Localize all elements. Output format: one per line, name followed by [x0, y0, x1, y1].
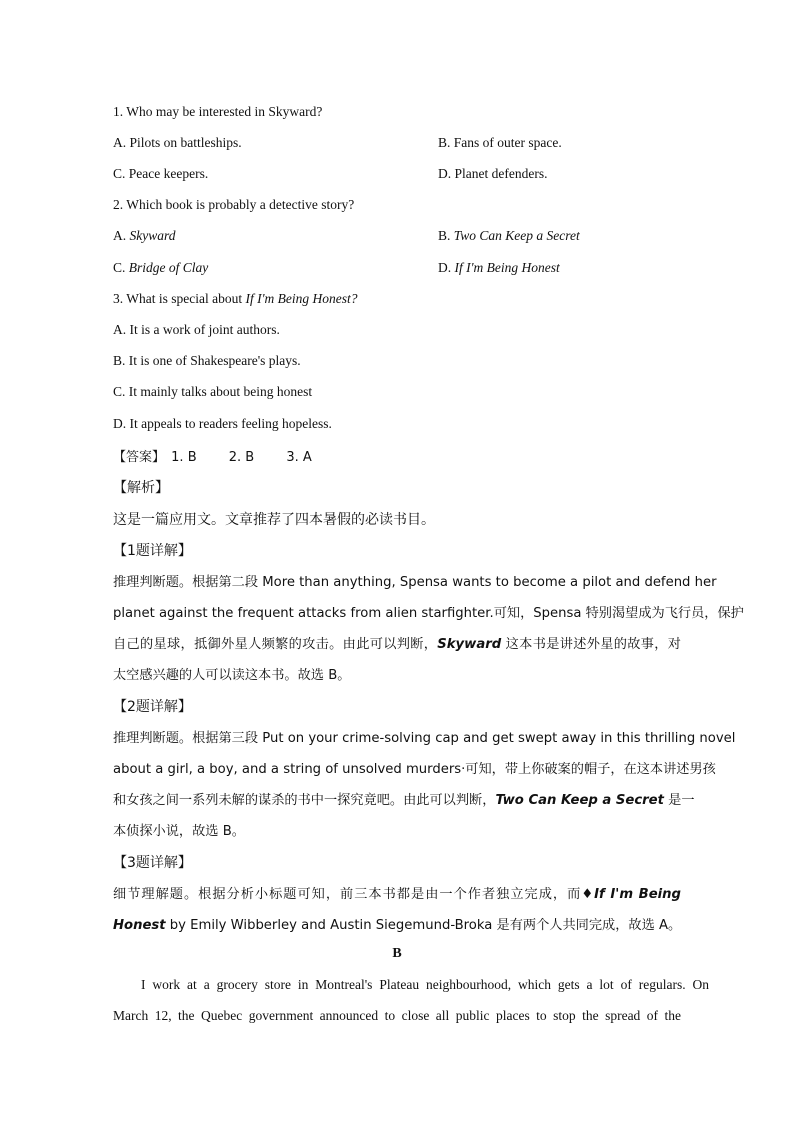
detail-3-label: 【3题详解】 — [113, 855, 192, 871]
section-b-title: B — [392, 946, 402, 961]
detail-2-line-1: 推理判断题。根据第三段 Put on your crime-solving cap and get swept away in this thrilling novel — [113, 731, 736, 746]
section-b-line-2: March 12, the Quebec government announced to close all public places to stop the spread of the — [113, 1008, 681, 1023]
detail-1-label: 【1题详解】 — [113, 543, 192, 559]
detail-2-label: 【2题详解】 — [113, 699, 192, 715]
detail-2-line-2: about a girl, a boy, and a string of unsolved murders·可知，带上你破案的帽子，在这本讲述男孩 — [113, 762, 716, 777]
analysis-label: 【解析】 — [113, 480, 169, 496]
q2-option-b: B. Two Can Keep a Secret — [438, 228, 580, 243]
detail-1-line-2: planet against the frequent attacks from alien starfighter.可知，Spensa 特别渴望成为飞行员，保护 — [113, 606, 744, 621]
q3-option-c: C. It mainly talks about being honest — [113, 384, 313, 399]
q3-option-a: A. It is a work of joint authors. — [113, 322, 280, 337]
detail-1-line-1: 推理判断题。根据第二段 More than anything, Spensa wants to become a pilot and defend her — [113, 575, 717, 590]
detail-3-line-2: Honest by Emily Wibberley and Austin Siegemund-Broka 是有两个人共同完成，故选 A。 — [113, 918, 682, 933]
answer-3: 3. A — [286, 450, 312, 465]
q3-stem: 3. What is special about If I'm Being Honest? — [113, 291, 358, 306]
q1-option-a: A. Pilots on battleships. — [113, 135, 242, 150]
q1-option-c: C. Peace keepers. — [113, 166, 209, 181]
q2-option-a: A. Skyward — [113, 228, 176, 243]
q3-option-b: B. It is one of Shakespeare's plays. — [113, 353, 301, 368]
q2-option-d: D. If I'm Being Honest — [438, 260, 560, 275]
detail-1-line-3: 自己的星球，抵御外星人频繁的攻击。由此可以判断，Skyward 这本书是讲述外星的故事，对 — [113, 637, 681, 652]
q1-option-d: D. Planet defenders. — [438, 166, 548, 181]
q2-stem: 2. Which book is probably a detective story? — [113, 197, 355, 212]
analysis-summary: 这是一篇应用文。文章推荐了四本暑假的必读书目。 — [113, 512, 435, 528]
q1-option-b: B. Fans of outer space. — [438, 135, 562, 150]
answer-1: 1. B — [171, 450, 197, 465]
answer-label: 【答案】 — [113, 450, 166, 465]
q3-option-d: D. It appeals to readers feeling hopeless. — [113, 416, 332, 431]
q1-stem: 1. Who may be interested in Skyward? — [113, 104, 323, 119]
answer-row — [113, 446, 340, 465]
detail-3-line-1: 细节理解题。根据分析小标题可知，前三本书都是由一个作者独立完成，而♦If I'm Being — [113, 887, 682, 902]
section-b-line-1: I work at a grocery store in Montreal's Plateau neighbourhood, which gets a lot of regulars. On — [141, 977, 709, 992]
detail-1-line-4: 太空感兴趣的人可以读这本书。故选 B。 — [113, 668, 351, 683]
detail-2-line-4: 本侦探小说，故选 B。 — [113, 824, 245, 839]
detail-2-line-3: 和女孩之间一系列未解的谋杀的书中一探究竟吧。由此可以判断，Two Can Keep a Secret 是一 — [113, 793, 695, 808]
answer-2: 2. B — [228, 450, 255, 465]
q2-option-c: C. Bridge of Clay — [113, 260, 209, 275]
